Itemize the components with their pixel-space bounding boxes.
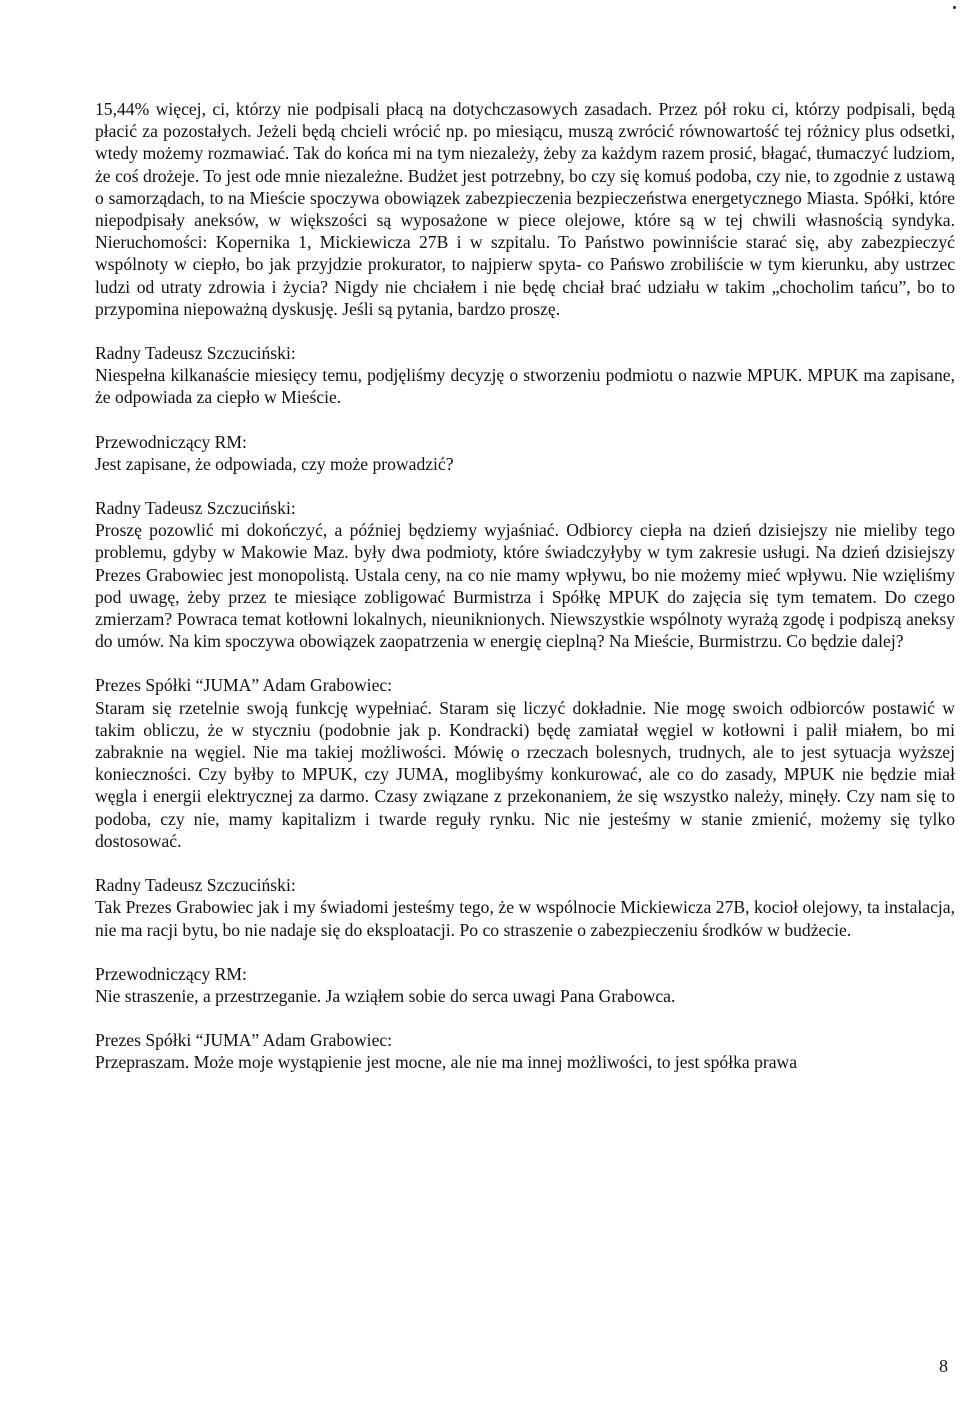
speaker-name: Radny Tadeusz Szczuciński: — [95, 498, 296, 519]
speaker-name: Prezes Spółki “JUMA” Adam Grabowiec: — [95, 1030, 393, 1051]
speaker-name: Radny Tadeusz Szczuciński: — [95, 875, 296, 896]
speaker-name: Przewodniczący RM: — [95, 963, 247, 984]
speech-text: Staram się rzetelnie swoją funkcję wypełniać. Staram się liczyć dokładnie. Nie mogę swoich odbiorców postawić w takim obliczu, że w styczniu (podobnie jak p. Kondracki) będę zamiatał węgiel w kotłowni i palił miałem, bo mi zabraknie na węgiel. Nie ma takiej możliwości. Mówię o rzeczach bolesnych, trudnych, ale to jest sytuacja wyższej konieczności. Czy byłby to MPUK, czy JUMA, moglibyśmy konkurować, ale co do zasady, MPUK nie będzie miał węgla i energii elektrycznej za darmo. Czasy związane z przekonaniem, że się wszystko należy, minęły. Czy nam się to podoba, czy nie, mamy kapitalizm i twarde reguły rynku. Nic nie jesteśmy w stanie zmienić, możemy się tylko dostosować. — [95, 697, 955, 851]
speech-text: Niespełna kilkanaście miesięcy temu, podjęliśmy decyzję o stworzeniu podmiotu o nazwie MPUK. MPUK ma zapisane, że odpowiada za ciepło w Mieście. — [95, 365, 955, 408]
speech-text: Proszę pozowlić mi dokończyć, a później będziemy wyjaśniać. Odbiorcy ciepła na dzień dzisiejszy nie mieliby tego problemu, gdyby w Makowie Maz. były dwa podmioty, które świadczyłyby w tym zakresie usługi. Na dzień dzisiejszy Prezes Grabowiec jest monopolistą. Ustala ceny, na co nie mamy wpływu, bo nie możemy mieć wpływu. Nie wzięliśmy pod uwagę, żeby przez te miesiące zobligować Burmistrza i Spółkę MPUK do zajęcia się tym tematem. Do czego zmierzam? Powraca temat kotłowni lokalnych, nieuniknionych. Niewszystkie wspólnoty wyrażą zgodę i podpiszą aneksy do umów. Na kim spoczywa obowiązek zaopatrzenia w energię cieplną? Na Mieście, Burmistrzu. Co będzie dalej? — [95, 520, 955, 652]
speaker-name: Przewodniczący RM: — [95, 431, 247, 452]
speech-block — [95, 874, 955, 941]
speech-text: Tak Prezes Grabowiec jak i my świadomi jesteśmy tego, że w wspólnocie Mickiewicza 27B, kocioł olejowy, ta instalacja, nie ma racji bytu, bo nie nadaje się do eksploatacji. Po co straszenie o zabezpieczeniu środków w budżecie. — [95, 897, 955, 940]
speech-block — [95, 674, 955, 852]
speech-block — [95, 963, 955, 1007]
page-number: 8 — [939, 1356, 948, 1376]
speech-block — [95, 497, 955, 652]
speech-block — [95, 342, 955, 409]
intro-paragraph: 15,44% więcej, ci, którzy nie podpisali płacą na dotychczasowych zasadach. Przez pół roku ci, którzy podpisali, będą płacić za pozostałych. Jeżeli będą chcieli wrócić np. po miesiącu, muszą zwrócić równowartość tej różnicy plus odsetki, wtedy możemy rozmawiać. Tak do końca mi na tym niezależy, żeby za każdym razem prosić, błagać, tłumaczyć ludziom, że coś drożeje. To jest ode mnie niezależne. Budżet jest potrzebny, bo czy się komuś podoba, czy nie, to zgodnie z ustawą o samorządach, to na Mieście spoczywa obowiązek zabezpieczenia bezpieczeństwa energetycznego Miasta. Spółki, które niepodpisały aneksów, w większości są wyposażone w piece olejowe, które są w tej chwili własnością syndyka. Nieruchomości: Kopernika 1, Mickiewicza 27B i w szpitalu. To Państwo powinniście starać się, aby zabezpieczyć wspólnoty w ciepło, bo jak przyjdzie prokurator, to najpierw spyta- co Pańswo zrobiliście w tym kierunku, aby ustrzec ludzi od utraty zdrowia i życia? Nigdy nie chciałem i nie będę chciał brać udziału w takim „chocholim tańcu”, bo to przypomina niepoważną dyskusję. Jeśli są pytania, bardzo proszę. — [95, 99, 955, 319]
scan-speck — [953, 6, 956, 9]
speech-text: Przepraszam. Może moje wystąpienie jest mocne, ale nie ma innej możliwości, to jest spółka prawa — [95, 1052, 798, 1073]
speech-text: Jest zapisane, że odpowiada, czy może prowadzić? — [95, 453, 454, 474]
speaker-name: Prezes Spółki “JUMA” Adam Grabowiec: — [95, 675, 393, 696]
speech-block — [95, 431, 955, 475]
speech-text: Nie straszenie, a przestrzeganie. Ja wziąłem sobie do serca uwagi Pana Grabowca. — [95, 985, 676, 1006]
speech-block — [95, 1029, 955, 1073]
speaker-name: Radny Tadeusz Szczuciński: — [95, 343, 296, 364]
document-body — [95, 98, 955, 1074]
